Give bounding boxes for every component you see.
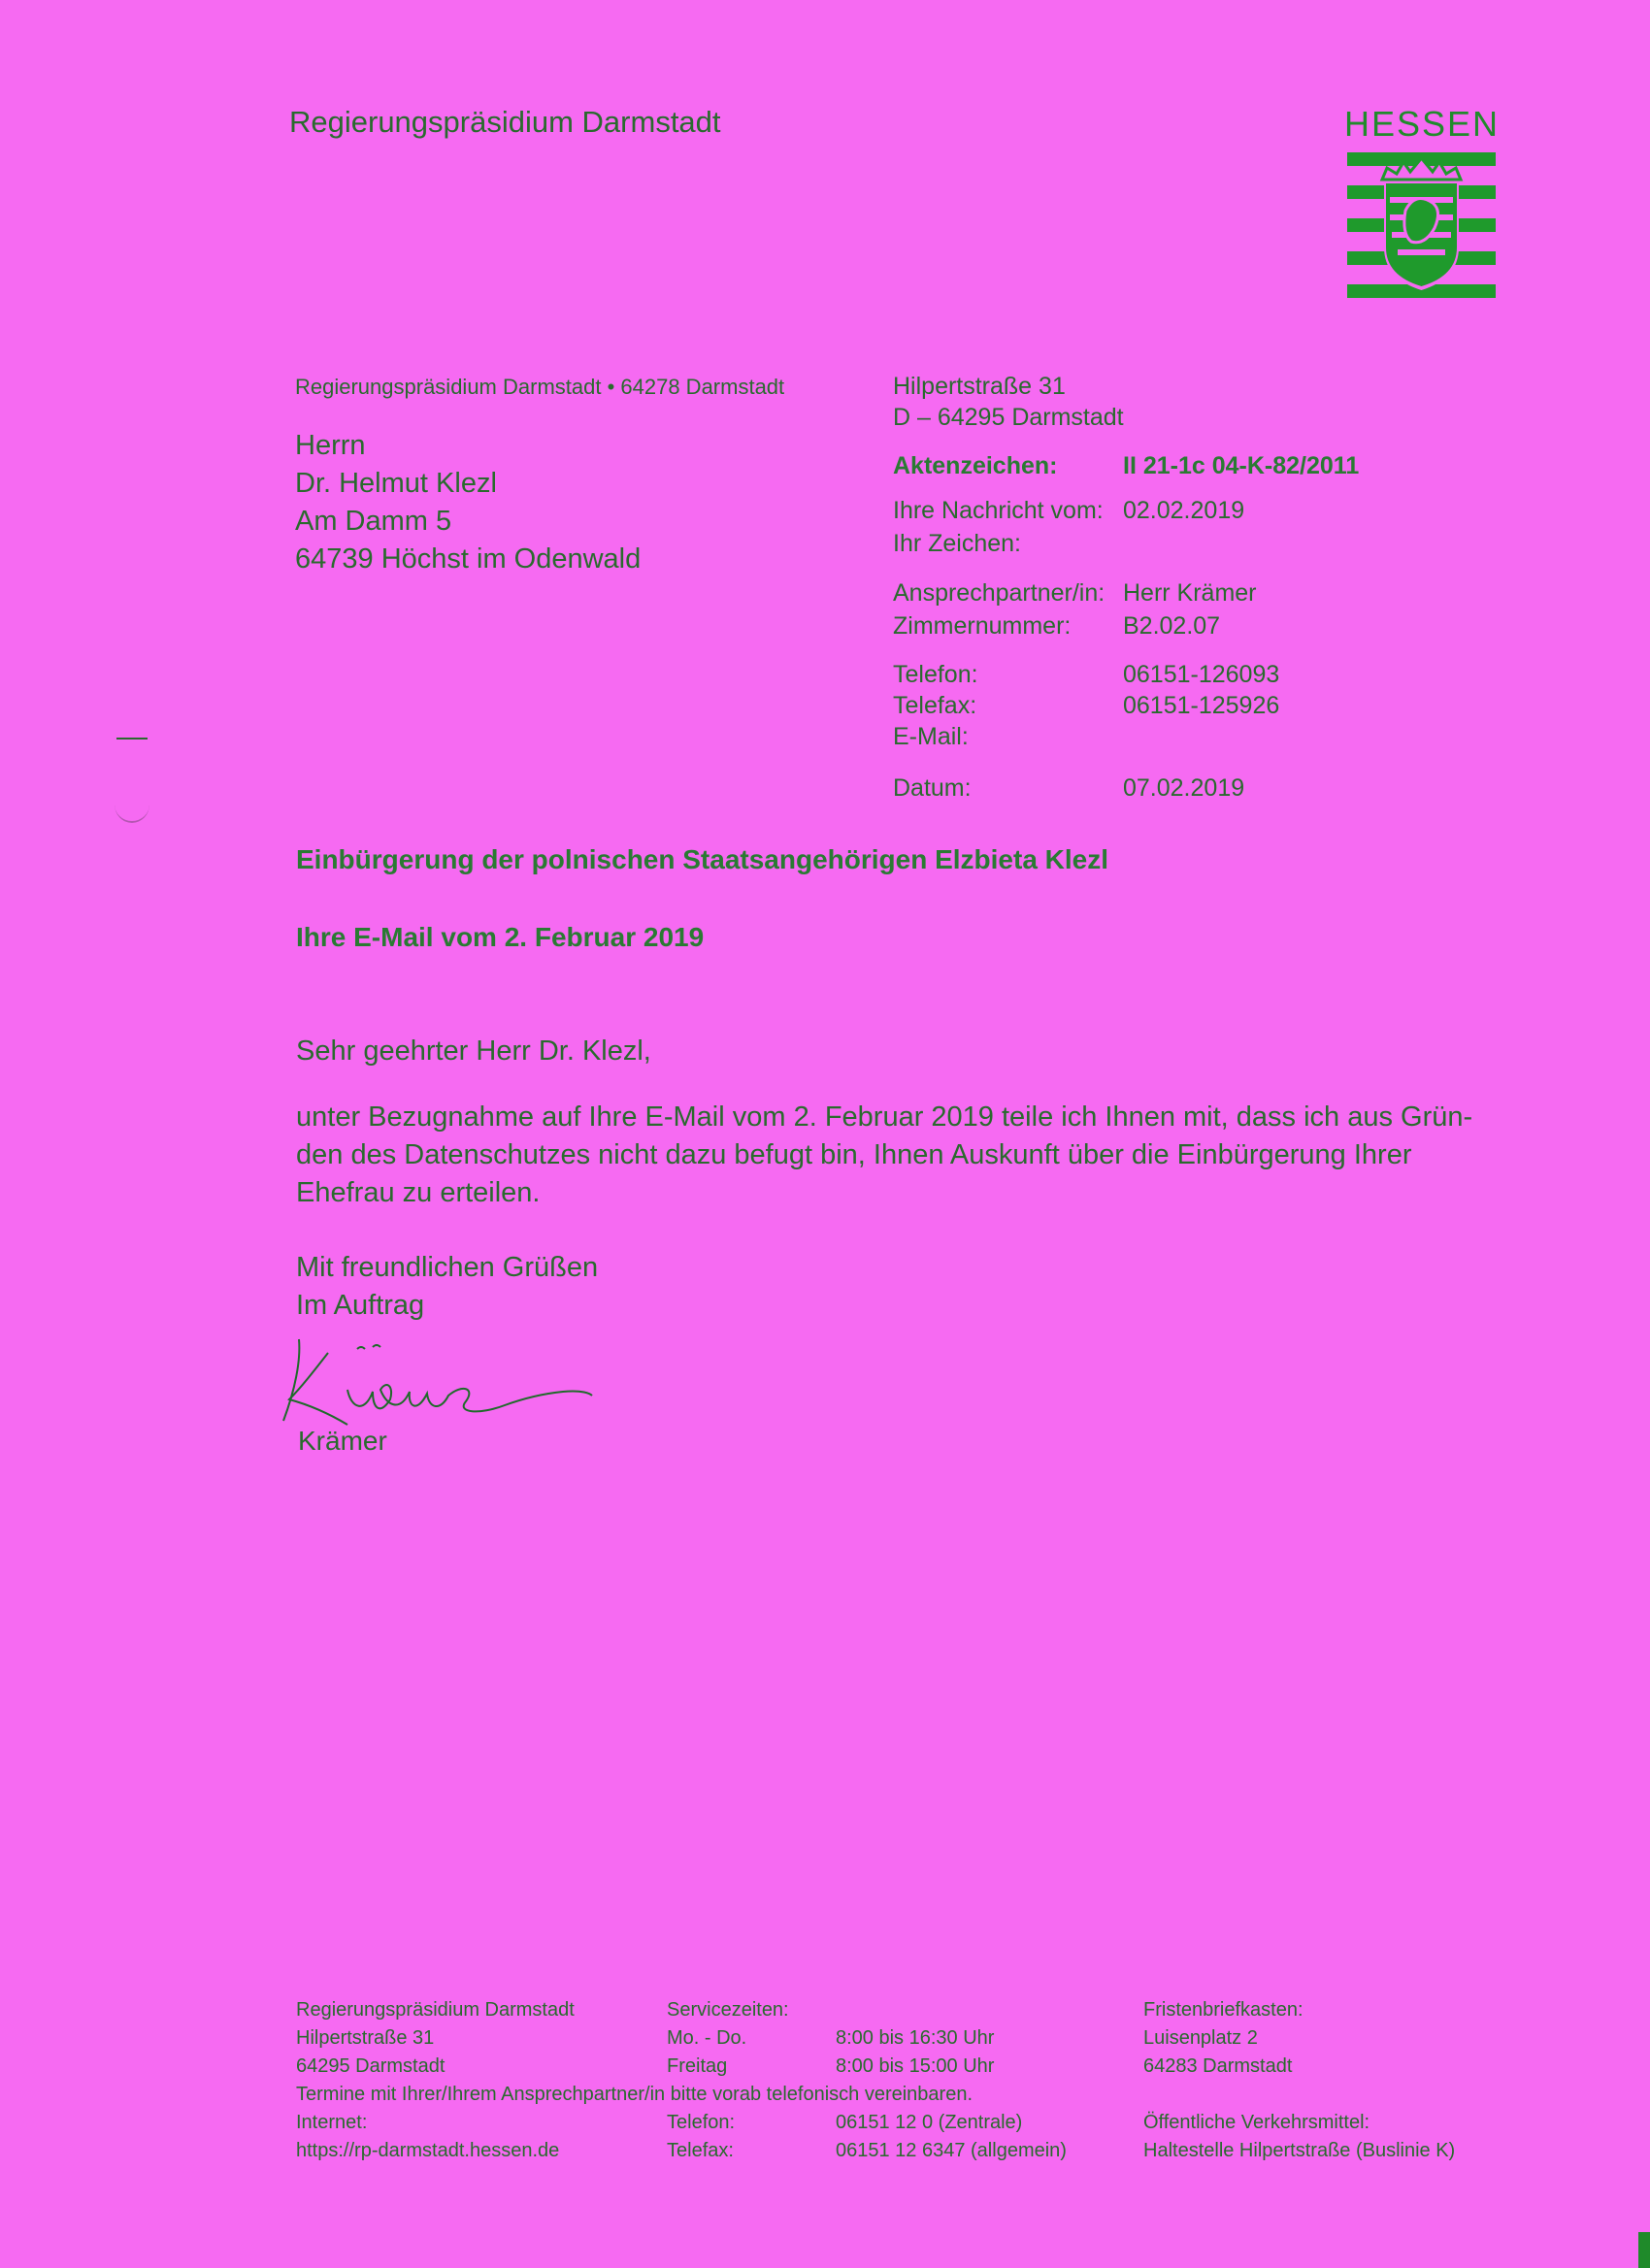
- nachricht-value: 02.02.2019: [1123, 497, 1245, 524]
- footer-telefax-label: Telefax:: [667, 2140, 734, 2161]
- footer-transport-label: Öffentliche Verkehrsmittel:: [1143, 2112, 1370, 2133]
- footer-frist-street: Luisenplatz 2: [1143, 2027, 1258, 2049]
- footer-authority: Regierungspräsidium Darmstadt: [296, 1999, 575, 2021]
- telefon-label: Telefon:: [893, 661, 978, 688]
- aktenzeichen-label: Aktenzeichen:: [893, 452, 1058, 479]
- salutation: Sehr geehrter Herr Dr. Klezl,: [296, 1035, 651, 1067]
- handwritten-signature: [272, 1331, 602, 1438]
- nachricht-label: Ihre Nachricht vom:: [893, 497, 1104, 524]
- closing-on-behalf: Im Auftrag: [296, 1290, 425, 1321]
- footer-appointment-note: Termine mit Ihrer/Ihrem Ansprechpartner/in bitte vorab telefonisch vereinbaren.: [296, 2084, 974, 2105]
- punch-hole-mark: [115, 786, 149, 823]
- footer-transport-value: Haltestelle Hilpertstraße (Buslinie K): [1143, 2140, 1456, 2161]
- footer-city: 64295 Darmstadt: [296, 2055, 446, 2077]
- footer-service-day: Mo. - Do.: [667, 2027, 747, 2049]
- telefax-value: 06151-125926: [1123, 692, 1280, 719]
- reference-line: Ihre E-Mail vom 2. Februar 2019: [296, 922, 705, 952]
- office-city: D – 64295 Darmstadt: [893, 404, 1124, 431]
- footer-street: Hilpertstraße 31: [296, 2027, 435, 2049]
- email-label: E-Mail:: [893, 723, 969, 750]
- datum-label: Datum:: [893, 774, 972, 802]
- recipient-street: Am Damm 5: [295, 506, 452, 537]
- signer-name: Krämer: [298, 1426, 387, 1456]
- hessen-wordmark: HESSEN: [1344, 104, 1501, 144]
- closing: [296, 1249, 598, 1325]
- telefon-value: 06151-126093: [1123, 661, 1280, 688]
- footer-frist-city: 64283 Darmstadt: [1143, 2055, 1293, 2077]
- authority-name: Regierungspräsidium Darmstadt: [289, 105, 721, 139]
- footer-internet-link[interactable]: https://rp-darmstadt.hessen.de: [296, 2140, 560, 2161]
- closing-greeting: Mit freundlichen Grüßen: [296, 1252, 599, 1283]
- body-line: unter Bezugnahme auf Ihre E-Mail vom 2. Februar 2019 teile ich Ihnen mit, dass ich aus Grün-: [296, 1101, 1473, 1133]
- recipient-name: Dr. Helmut Klezl: [295, 468, 497, 499]
- ansprechpartner-value: Herr Krämer: [1123, 579, 1257, 607]
- footer-service-time: 8:00 bis 15:00 Uhr: [836, 2055, 995, 2077]
- office-street: Hilpertstraße 31: [893, 373, 1066, 400]
- footer-service-label: Servicezeiten:: [667, 1999, 789, 2021]
- footer-telefon-label: Telefon:: [667, 2112, 736, 2133]
- footer-telefax-value: 06151 12 6347 (allgemein): [836, 2140, 1067, 2161]
- scan-edge-mark: [1638, 2232, 1650, 2268]
- body-line: Ehefrau zu erteilen.: [296, 1177, 541, 1208]
- body-paragraph: [296, 1099, 1504, 1212]
- recipient-address: [295, 427, 641, 578]
- footer-telefon-value: 06151 12 0 (Zentrale): [836, 2112, 1023, 2133]
- recipient-salutation: Herrn: [295, 430, 366, 461]
- zimmer-value: B2.02.07: [1123, 612, 1221, 640]
- telefax-label: Telefax:: [893, 692, 977, 719]
- zeichen-label: Ihr Zeichen:: [893, 530, 1022, 557]
- aktenzeichen-value: II 21-1c 04-K-82/2011: [1123, 452, 1360, 479]
- footer-service-day: Freitag: [667, 2055, 728, 2077]
- body-line: den des Datenschutzes nicht dazu befugt bin, Ihnen Auskunft über die Einbürgerung Ihrer: [296, 1139, 1412, 1170]
- recipient-city: 64739 Höchst im Odenwald: [295, 543, 642, 575]
- ansprechpartner-label: Ansprechpartner/in:: [893, 579, 1106, 607]
- hessen-lion-crest-icon: [1347, 152, 1496, 298]
- footer-frist-label: Fristenbriefkasten:: [1143, 1999, 1304, 2021]
- datum-value: 07.02.2019: [1123, 774, 1245, 802]
- footer-service-time: 8:00 bis 16:30 Uhr: [836, 2027, 995, 2049]
- fold-mark: [116, 738, 148, 740]
- footer-internet-label: Internet:: [296, 2112, 368, 2133]
- subject-line: Einbürgerung der polnischen Staatsangehörigen Elzbieta Klezl: [296, 844, 1109, 874]
- sender-return-address: Regierungspräsidium Darmstadt • 64278 Darmstadt: [295, 375, 785, 399]
- zimmer-label: Zimmernummer:: [893, 612, 1072, 640]
